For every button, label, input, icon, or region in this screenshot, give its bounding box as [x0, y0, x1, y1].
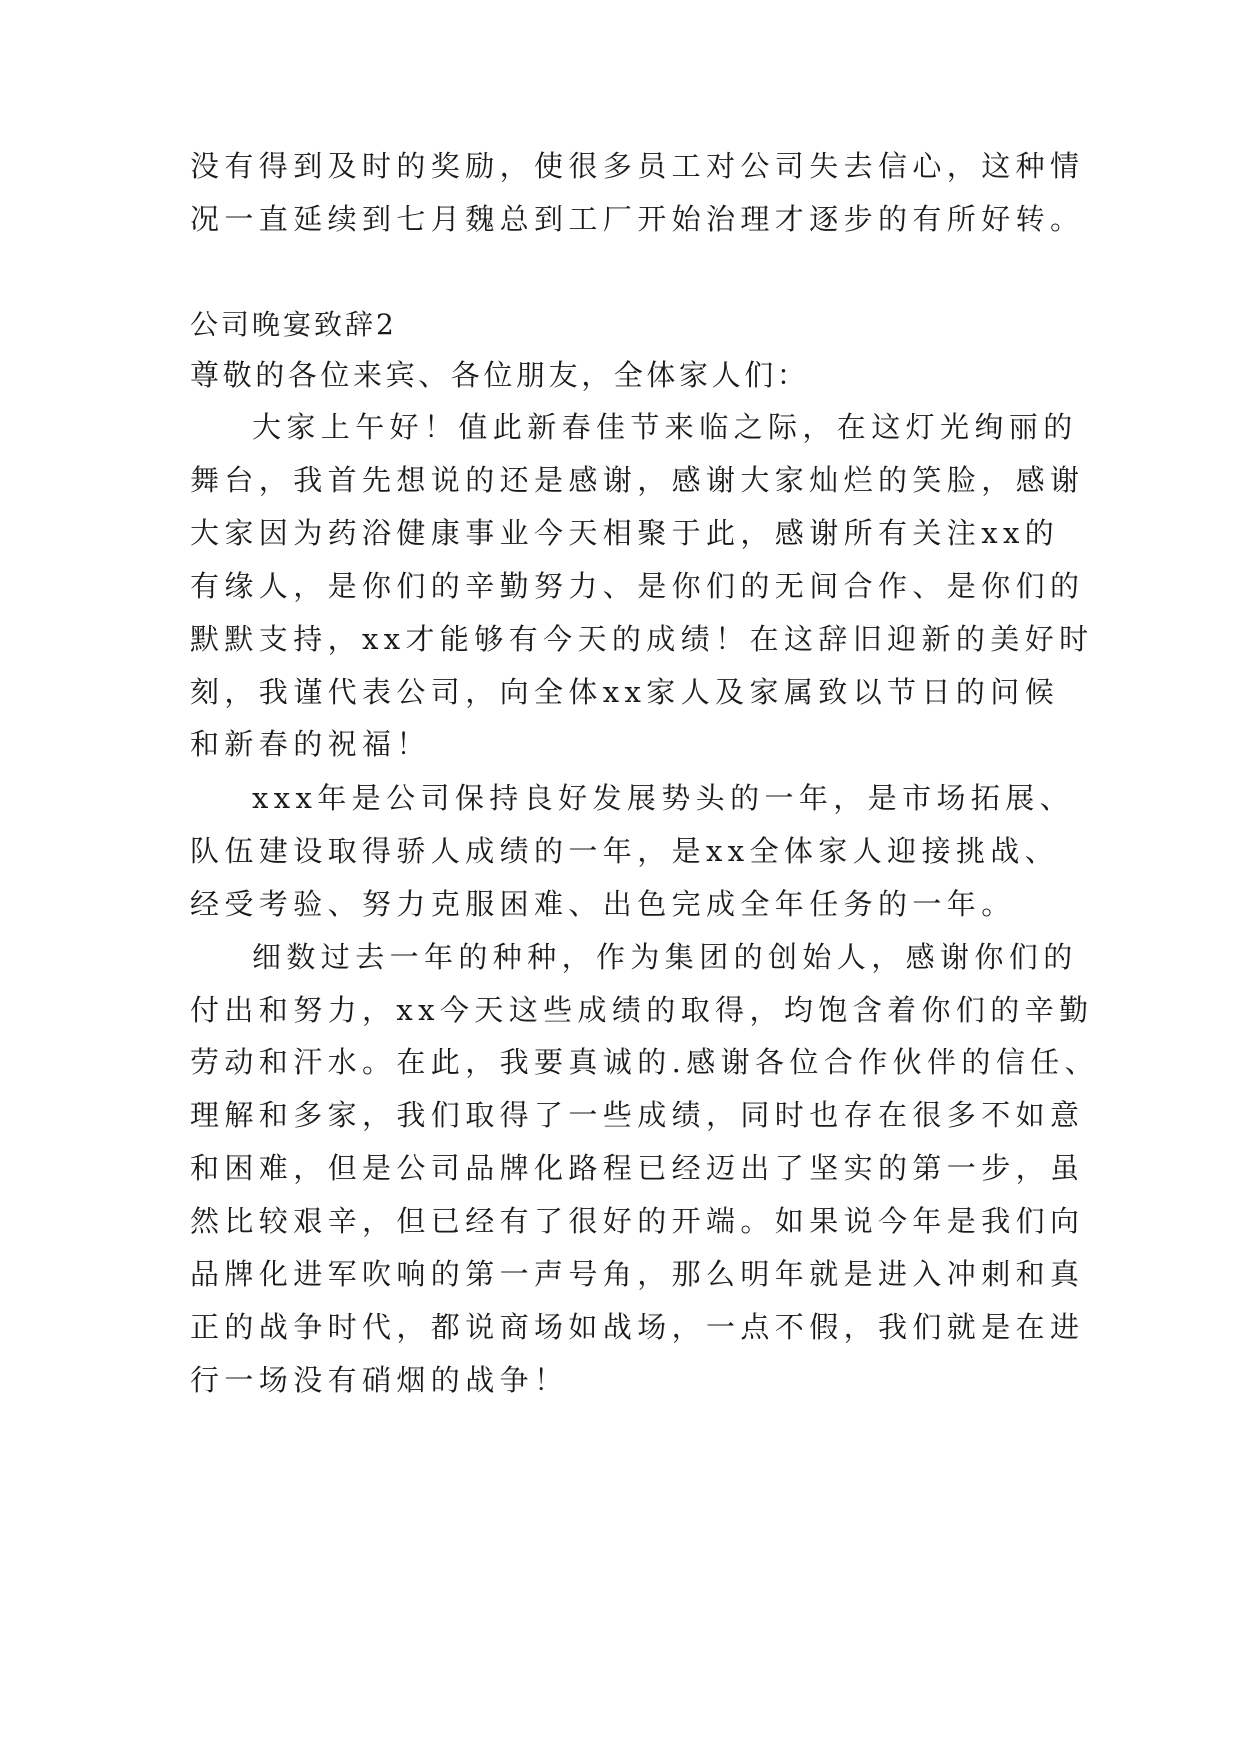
text-line: 舞台，我首先想说的还是感谢，感谢大家灿烂的笑脸，感谢: [190, 463, 1085, 497]
section-title: 公司晚宴致辞2: [190, 308, 397, 341]
text-line: 有缘人，是你们的辛勤努力、是你们的无间合作、是你们的: [190, 569, 1085, 603]
text-line: 况一直延续到七月魏总到工厂开始治理才逐步的有所好转。: [190, 202, 1085, 236]
text-line: 刻，我谨代表公司，向全体xx家人及家属致以节日的问候: [190, 675, 1060, 709]
text-line: 和新春的祝福！: [190, 727, 431, 761]
text-line: 劳动和汗水。在此，我要真诚的.感谢各位合作伙伴的信任、: [190, 1045, 1100, 1079]
text-line: 细数过去一年的种种，作为集团的创始人，感谢你们的: [252, 940, 1078, 974]
text-line: 没有得到及时的奖励，使很多员工对公司失去信心，这种情: [190, 149, 1085, 183]
text-line: 经受考验、努力克服困难、出色完成全年任务的一年。: [190, 887, 1016, 921]
text-line: 付出和努力，xx今天这些成绩的取得，均饱含着你们的辛勤: [190, 993, 1094, 1027]
text-line: 队伍建设取得骄人成绩的一年，是xx全体家人迎接挑战、: [190, 834, 1060, 868]
text-line: 然比较艰辛，但已经有了很好的开端。如果说今年是我们向: [190, 1204, 1085, 1238]
text-line: 大家因为药浴健康事业今天相聚于此，感谢所有关注xx的: [190, 516, 1060, 550]
text-line: 理解和多家，我们取得了一些成绩，同时也存在很多不如意: [190, 1098, 1085, 1132]
text-line: 默默支持，xx才能够有今天的成绩！在这辞旧迎新的美好时: [190, 622, 1094, 656]
text-line: 品牌化进军吹响的第一声号角，那么明年就是进入冲刺和真: [190, 1257, 1085, 1291]
text-line: 大家上午好！值此新春佳节来临之际，在这灯光绚丽的: [252, 410, 1078, 444]
text-line: xxx年是公司保持良好发展势头的一年，是市场拓展、: [252, 781, 1075, 815]
salutation: 尊敬的各位来宾、各位朋友，全体家人们：: [190, 358, 810, 392]
text-line: 和困难，但是公司品牌化路程已经迈出了坚实的第一步，虽: [190, 1151, 1085, 1185]
text-line: 正的战争时代，都说商场如战场，一点不假，我们就是在进: [190, 1310, 1085, 1344]
text-line: 行一场没有硝烟的战争！: [190, 1363, 569, 1397]
